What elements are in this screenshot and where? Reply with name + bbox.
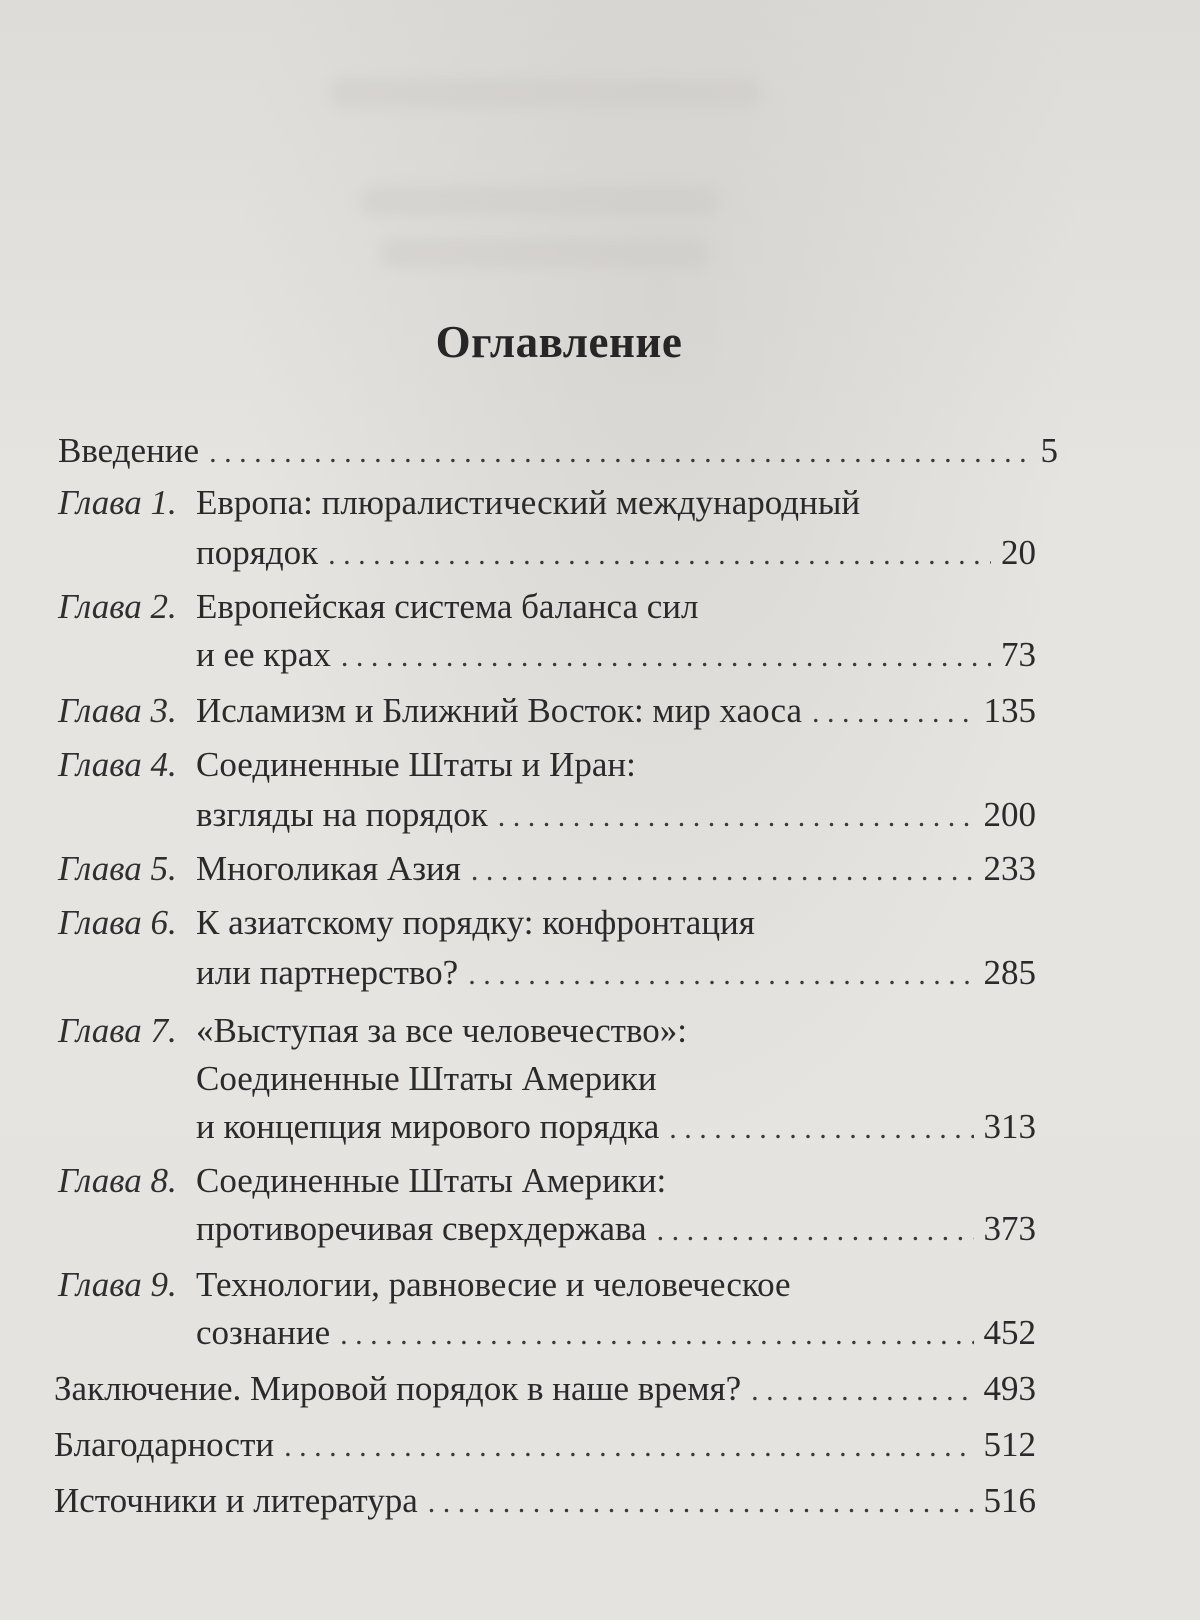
toc-entry-title-line: Технологии, равновесие и человеческое bbox=[196, 1265, 791, 1304]
toc-entry-chapter-3[interactable] bbox=[196, 690, 1036, 734]
toc-entry-title: Благодарности bbox=[54, 1425, 275, 1464]
toc-entry-title-line: Соединенные Штаты и Иран: bbox=[196, 745, 636, 784]
dot-leader bbox=[657, 1210, 974, 1252]
toc-entry-title: взгляды на порядок bbox=[196, 795, 488, 834]
chapter-label: Глава 5. bbox=[58, 849, 177, 888]
toc-entry-title-line: Европейская система баланса сил bbox=[196, 587, 699, 626]
dot-leader bbox=[341, 636, 991, 678]
chapter-label: Глава 4. bbox=[58, 745, 177, 784]
toc-entry-acknowledgements[interactable] bbox=[54, 1424, 1036, 1468]
toc-entry-title: или партнерство? bbox=[196, 953, 459, 992]
dot-leader bbox=[669, 1108, 973, 1150]
toc-page-number: 200 bbox=[983, 795, 1036, 834]
toc-page-number: 73 bbox=[1001, 635, 1036, 674]
toc-page-number: 20 bbox=[1001, 533, 1036, 572]
toc-entry-title: противоречивая сверхдержава bbox=[196, 1209, 647, 1248]
toc-entry-title: Исламизм и Ближний Восток: мир хаоса bbox=[196, 691, 802, 730]
toc-entry-title: и концепция мирового порядка bbox=[196, 1107, 660, 1146]
dot-leader bbox=[468, 954, 973, 996]
toc-page-number: 285 bbox=[983, 953, 1036, 992]
chapter-label: Глава 3. bbox=[58, 691, 177, 730]
toc-entry-sources[interactable] bbox=[54, 1480, 1036, 1524]
toc-entry-title-line: Соединенные Штаты Америки bbox=[196, 1059, 657, 1098]
chapter-label: Глава 2. bbox=[58, 587, 177, 626]
dot-leader bbox=[328, 534, 991, 576]
dot-leader bbox=[498, 796, 974, 838]
toc-entry-title: порядок bbox=[196, 533, 319, 572]
dot-leader bbox=[471, 850, 974, 892]
chapter-label: Глава 8. bbox=[58, 1161, 177, 1200]
dot-leader bbox=[428, 1482, 974, 1524]
toc-page-number: 135 bbox=[983, 691, 1036, 730]
dot-leader bbox=[209, 432, 1030, 474]
dot-leader bbox=[340, 1314, 973, 1356]
chapter-label: Глава 1. bbox=[58, 483, 177, 522]
toc-page-number: 233 bbox=[983, 849, 1036, 888]
toc-entry-chapter-2[interactable] bbox=[196, 634, 1036, 678]
toc-entry-chapter-1[interactable] bbox=[196, 532, 1036, 576]
toc-entry-title-line: Соединенные Штаты Америки: bbox=[196, 1161, 667, 1200]
chapter-label: Глава 6. bbox=[58, 903, 177, 942]
chapter-label: Глава 9. bbox=[58, 1265, 177, 1304]
toc-page-number: 516 bbox=[983, 1481, 1036, 1520]
toc-entry-title-line: Европа: плюралистический международный bbox=[196, 483, 861, 522]
chapter-label: Глава 7. bbox=[58, 1011, 177, 1050]
toc-entry-title: Источники и литература bbox=[54, 1481, 418, 1520]
toc-page-number: 493 bbox=[983, 1369, 1036, 1408]
toc-entry-title: сознание bbox=[196, 1313, 331, 1352]
toc-entry-title: и ее крах bbox=[196, 635, 331, 674]
toc-entry-title: Многоликая Азия bbox=[196, 849, 461, 888]
toc-entry-chapter-7[interactable] bbox=[196, 1106, 1036, 1150]
dot-leader bbox=[812, 692, 974, 734]
dot-leader bbox=[751, 1370, 973, 1412]
page-title: Оглавление bbox=[435, 317, 683, 367]
toc-entry-chapter-4[interactable] bbox=[196, 794, 1036, 838]
toc-entry-title-line: «Выступая за все человечество»: bbox=[196, 1011, 687, 1050]
toc-entry-intro[interactable] bbox=[58, 430, 1058, 474]
toc-entry-chapter-6[interactable] bbox=[196, 952, 1036, 996]
toc-page-number: 373 bbox=[983, 1209, 1036, 1248]
toc-entry-title: Введение bbox=[58, 431, 200, 470]
toc-entry-chapter-8[interactable] bbox=[196, 1208, 1036, 1252]
toc-entry-chapter-5[interactable] bbox=[196, 848, 1036, 892]
toc-page-number: 512 bbox=[983, 1425, 1036, 1464]
toc-page-number: 452 bbox=[983, 1313, 1036, 1352]
dot-leader bbox=[284, 1426, 973, 1468]
toc-entry-conclusion[interactable] bbox=[54, 1368, 1036, 1412]
toc-entry-title: Заключение. Мировой порядок в наше время? bbox=[54, 1369, 742, 1408]
toc-entry-chapter-9[interactable] bbox=[196, 1312, 1036, 1356]
toc-entry-title-line: К азиатскому порядку: конфронтация bbox=[196, 903, 755, 942]
toc-page-number: 5 bbox=[1040, 431, 1058, 470]
toc-page-number: 313 bbox=[983, 1107, 1036, 1146]
